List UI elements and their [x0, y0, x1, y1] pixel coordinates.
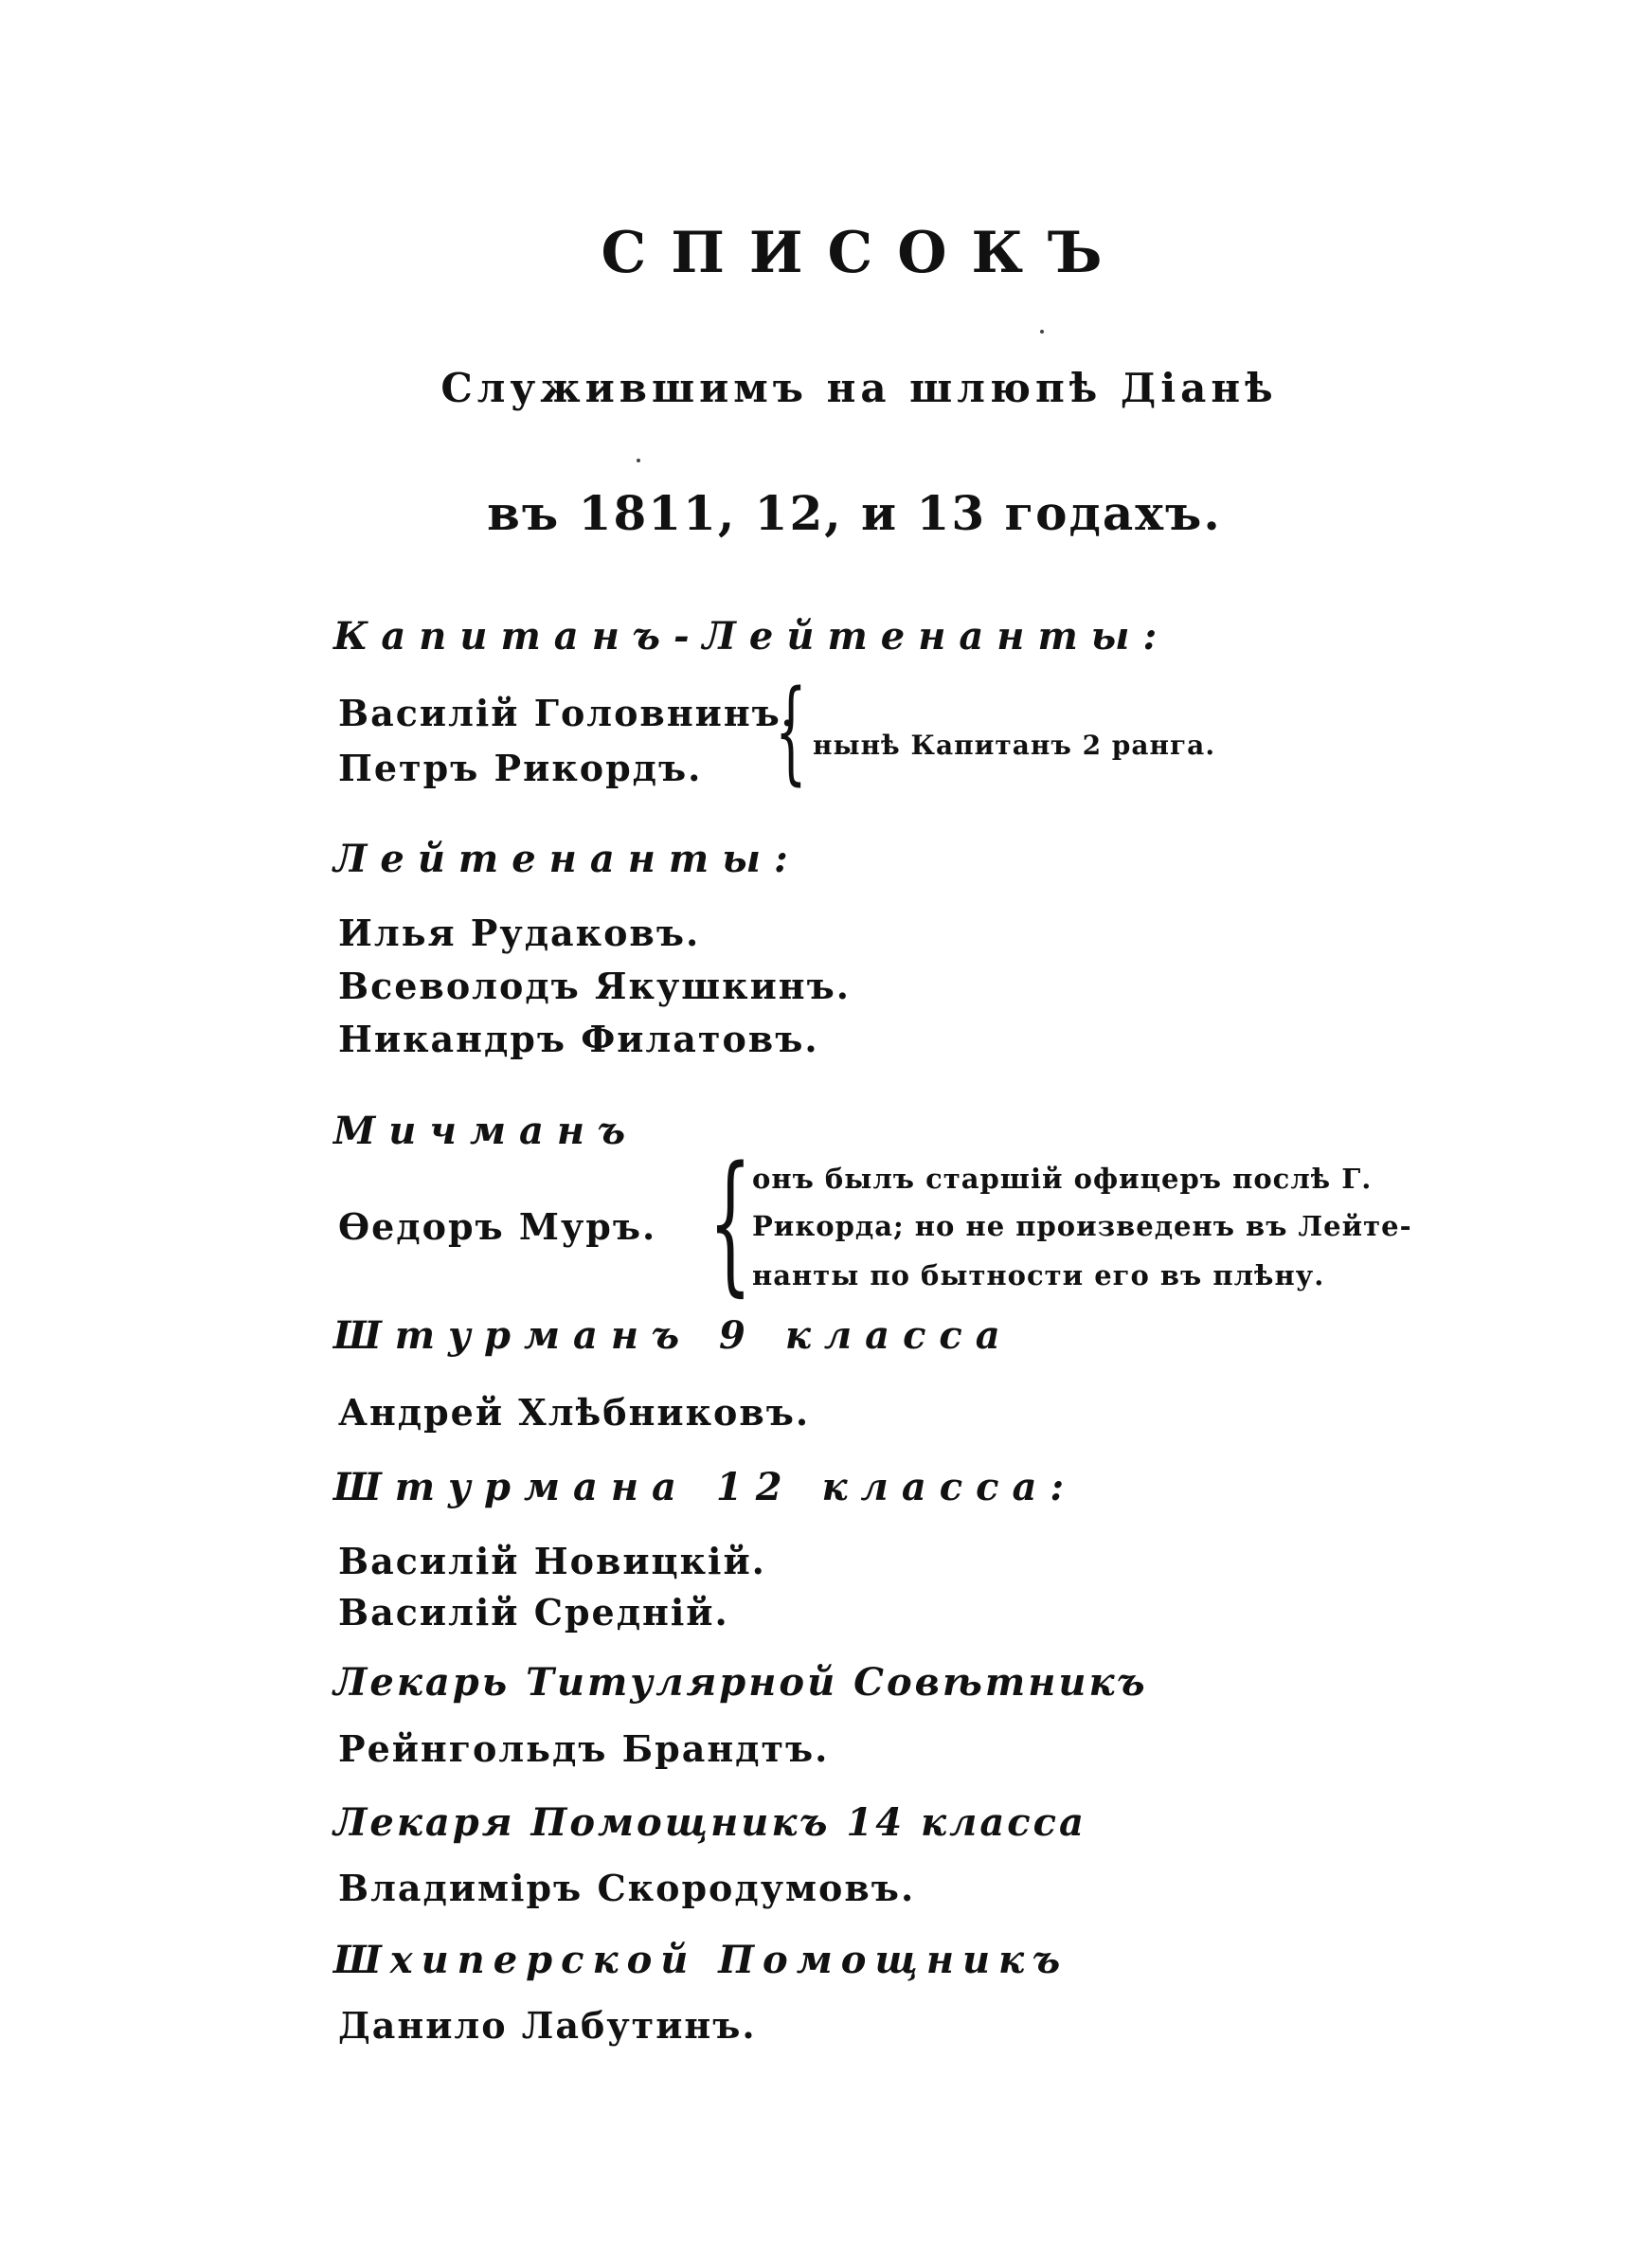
note-captain-rank: нынѣ Капитанъ 2 ранга.	[813, 730, 1216, 761]
name-entry: Илья Рудаковъ.	[338, 912, 701, 954]
page-title: СПИСОКЪ	[601, 220, 1127, 286]
name-entry: Владимiръ Скородумовъ.	[338, 1867, 916, 1909]
page-years: въ 1811, 12, и 13 годахъ.	[487, 485, 1222, 541]
section-heading-midshipman: Мичманъ	[333, 1109, 639, 1153]
note-line: нанты по бытности его въ плѣну.	[752, 1259, 1325, 1291]
brace-symbol: {	[775, 665, 807, 796]
section-heading-navigator-12: Штурмана 12 класса:	[333, 1465, 1078, 1509]
name-entry: Данило Лабутинъ.	[338, 2004, 757, 2047]
name-entry: Петръ Рикордъ.	[338, 747, 703, 789]
brace-symbol: {	[709, 1133, 752, 1310]
section-heading-captain-lieutenants: Капитанъ-Лейтенанты:	[333, 614, 1171, 659]
section-heading-skipper-assistant: Шхиперской Помощникъ	[333, 1938, 1069, 1982]
note-line: онъ былъ старшiй офицеръ послѣ Г.	[752, 1163, 1373, 1195]
name-entry: Всеволодъ Якушкинъ.	[338, 965, 851, 1007]
name-entry: Василiй Новицкiй.	[338, 1540, 766, 1582]
name-entry: Никандръ Филатовъ.	[338, 1018, 819, 1060]
note-line: Рикорда; но не произведенъ въ Лейте-	[752, 1210, 1412, 1242]
name-entry: Ѳедоръ Муръ.	[338, 1205, 657, 1248]
section-heading-doctor-assistant: Лекаря Помощникъ 14 класса	[333, 1800, 1086, 1845]
name-entry: Василiй Головнинъ.	[338, 692, 797, 734]
name-entry: Рейнгольдъ Брандтъ.	[338, 1727, 830, 1770]
section-heading-lieutenants: Лейтенанты:	[333, 837, 801, 881]
section-heading-navigator-9: Штурманъ 9 класса	[333, 1313, 1014, 1358]
page-subtitle: Служившимъ на шлюпѣ Дiанѣ	[440, 365, 1278, 411]
name-entry: Андрей Хлѣбниковъ.	[338, 1391, 811, 1434]
print-speck	[637, 459, 640, 462]
print-speck	[1040, 330, 1044, 334]
section-heading-doctor: Лекарь Титулярной Совѣтникъ	[333, 1660, 1148, 1705]
name-entry: Василiй Среднiй.	[338, 1591, 729, 1634]
